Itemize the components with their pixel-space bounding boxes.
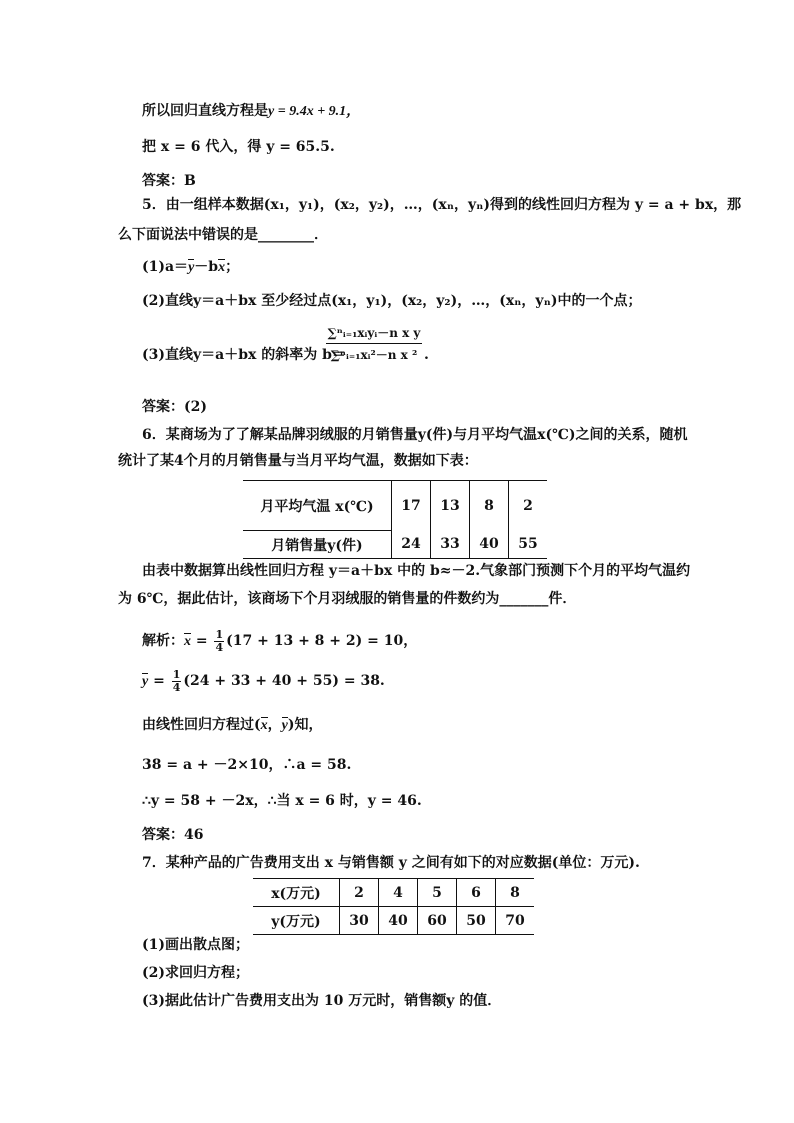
answer-2: 答案：(2)	[142, 399, 207, 415]
formula-period: .	[424, 347, 429, 363]
temperature-sales-table	[243, 480, 547, 559]
table-cell: 24	[392, 531, 431, 559]
q5-stem-line1: 5．由一组样本数据(x₁，y₁)，(x₂，y₂)，…，(xₙ，yₙ)得到的线性回归方程为 y = a + bx，那	[142, 197, 742, 213]
table-cell: 8	[470, 481, 509, 531]
table-cell: 30	[340, 907, 379, 935]
solution-result: ∴y = 58 + －2x，∴当 x = 6 时，y = 46.	[142, 793, 422, 809]
table-cell: 13	[431, 481, 470, 531]
table-cell: 50	[457, 907, 496, 935]
table-cell: 4	[379, 879, 418, 907]
solution-passes-through: 由线性回归方程过(x，y)知，	[142, 717, 323, 733]
table-cell: 40	[470, 531, 509, 559]
fraction-one-quarter: $\frac{1}{4}$	[215, 627, 224, 654]
table-cell: 17	[392, 481, 431, 531]
table-cell: 2	[523, 497, 533, 514]
table-cell: 40	[379, 907, 418, 935]
table-cell: 6	[457, 879, 496, 907]
q7-part-3: (3)据此估计广告费用支出为 10 万元时，销售额y 的值．	[142, 993, 502, 1009]
substitute-result: 把 x = 6 代入，得 y = 65.5.	[142, 139, 335, 155]
table-header-x: x(万元)	[253, 879, 340, 907]
q6-stem-line2: 统计了某4个月的月销售量与当月平均气温，数据如下表：	[118, 453, 478, 469]
table-header-temperature: 月平均气温 x(℃)	[243, 481, 392, 531]
table-cell: 55	[518, 536, 538, 553]
table-cell: 8	[496, 879, 535, 907]
table-header-sales: 月销售量y(件)	[243, 531, 392, 559]
q5-statement-1: (1)a＝y－bx；	[142, 259, 240, 275]
table-header-y: y(万元)	[253, 907, 340, 935]
fraction-one-quarter: $\frac{1}{4}$	[172, 667, 181, 694]
q5-statement-3: (3)直线y＝a＋bx 的斜率为 b＝	[142, 347, 346, 363]
ad-sales-table	[253, 878, 534, 935]
answer-46: 答案：46	[142, 827, 204, 843]
table-cell: 60	[418, 907, 457, 935]
table-cell: 2	[340, 879, 379, 907]
solution-ybar: y = $\frac{1}{4}$ (24 + 33 + 40 + 55) = 38.	[142, 667, 385, 694]
solution-find-a: 38 = a + －2×10，∴a = 58.	[142, 757, 352, 773]
q7-part-1: (1)画出散点图；	[142, 937, 249, 953]
q6-stem-line1: 6．某商场为了了解某品牌羽绒服的月销售量y(件)与月平均气温x(℃)之间的关系，随机	[142, 427, 688, 443]
solution-xbar: 解析：x = $\frac{1}{4}$ (17 + 13 + 8 + 2) = 10，	[142, 627, 418, 654]
table-cell: 70	[505, 912, 525, 929]
q5-stem-line2: 么下面说法中错误的是________．	[118, 227, 328, 243]
table-cell: 33	[431, 531, 470, 559]
regression-line-result: 所以回归直线方程是y = 9.4x + 9.1，	[142, 103, 361, 119]
q6-stem-line4: 为 6℃，据此估计，该商场下个月羽绒服的销售量的件数约为_______件．	[118, 591, 577, 607]
slope-formula: ∑ⁿᵢ₌₁xᵢyᵢ－n x y ∑ⁿᵢ₌₁xᵢ²－n x ²	[327, 326, 421, 362]
table-cell: 5	[418, 879, 457, 907]
q7-stem: 7．某种产品的广告费用支出 x 与销售额 y 之间有如下的对应数据(单位：万元).	[142, 855, 640, 871]
q6-stem-line3: 由表中数据算出线性回归方程 y＝a＋bx 中的 b≈－2.气象部门预测下个月的平均气温约	[142, 563, 691, 579]
q5-statement-2: (2)直线y＝a＋bx 至少经过点(x₁，y₁)，(x₂，y₂)，…，(xₙ，yₙ)中的一个点；	[142, 293, 642, 309]
answer-b: 答案：B	[142, 173, 196, 189]
q7-part-2: (2)求回归方程；	[142, 965, 249, 981]
